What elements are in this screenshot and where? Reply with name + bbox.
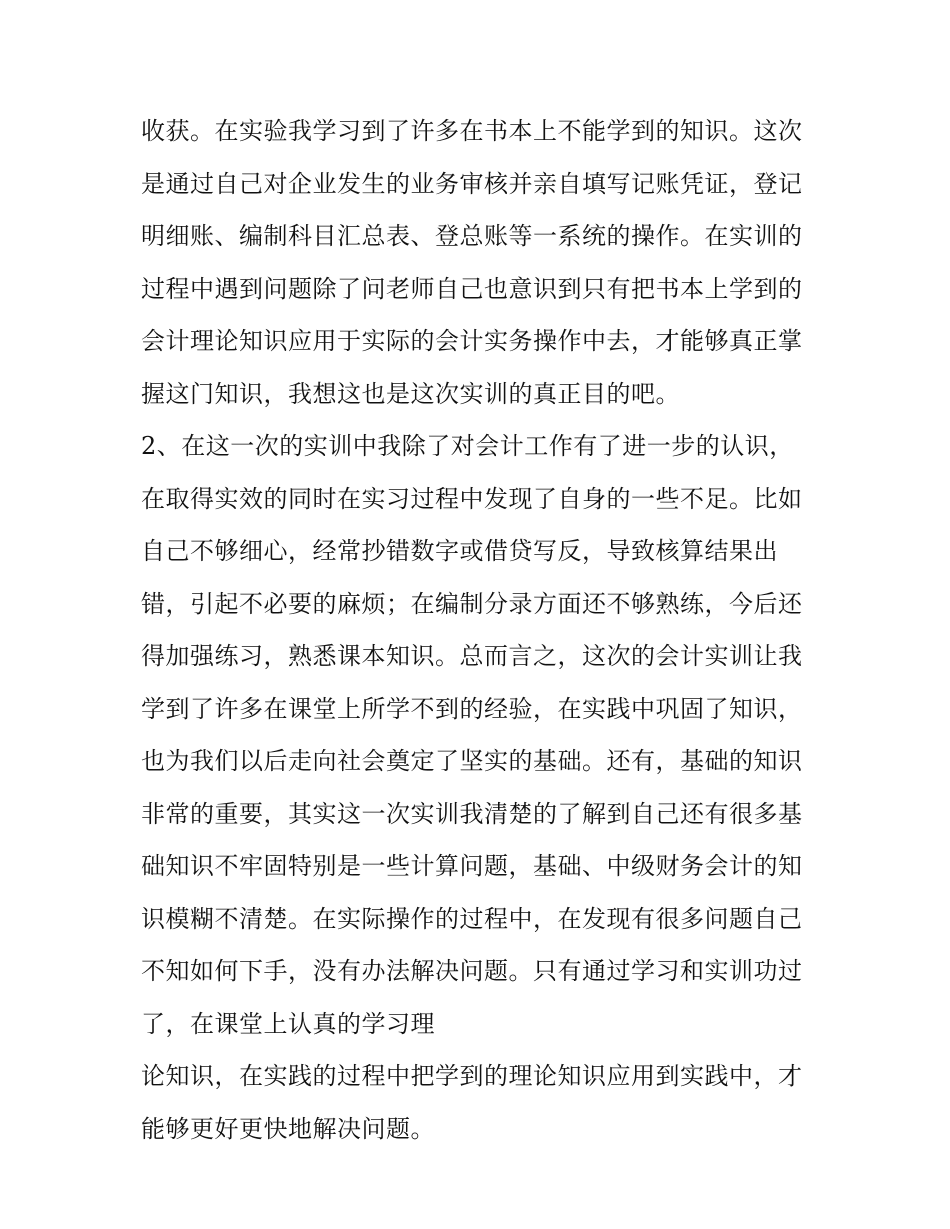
text-line: 论知识，在实践的过程中把学到的理论知识应用到实践中，才 [141, 1062, 803, 1090]
text-line: 学到了许多在课堂上所学不到的经验，在实践中巩固了知识， [141, 694, 803, 723]
text-line: 础知识不牢固特别是一些计算问题，基础、中级财务会计的知 [141, 852, 803, 880]
text-line: 会计理论知识应用于实际的会计实务操作中去，才能够真正掌 [141, 327, 803, 355]
text-line: 明细账、编制科目汇总表、登总账等一系统的操作。在实训的 [141, 222, 803, 250]
text-line: 握这门知识，我想这也是这次实训的真正目的吧。 [141, 379, 680, 408]
text-line: 是通过自己对企业发生的业务审核并亲自填写记账凭证，登记 [141, 169, 803, 198]
text-line: 在取得实效的同时在实习过程中发现了自身的一些不足。比如 [141, 484, 803, 513]
text-line: 2、在这一次的实训中我除了对会计工作有了进一步的认识， [141, 432, 794, 460]
text-line: 非常的重要，其实这一次实训我清楚的了解到自己还有很多基 [141, 799, 803, 828]
text-line: 得加强练习，熟悉课本知识。总而言之，这次的会计实训让我 [141, 642, 803, 670]
text-line: 过程中遇到问题除了问老师自己也意识到只有把书本上学到的 [141, 274, 803, 303]
text-line: 能够更好更快地解决问题。 [141, 1114, 435, 1143]
text-line: 自己不够细心，经常抄错数字或借贷写反，导致核算结果出 [141, 537, 778, 565]
text-line: 收获。在实验我学习到了许多在书本上不能学到的知识。这次 [141, 117, 803, 145]
text-line: 不知如何下手，没有办法解决问题。只有通过学习和实训功过 [141, 957, 803, 985]
body-text [141, 105, 841, 1155]
text-line: 也为我们以后走向社会奠定了坚实的基础。还有，基础的知识 [141, 747, 803, 775]
text-line: 错，引起不必要的麻烦；在编制分录方面还不够熟练，今后还 [141, 589, 803, 618]
text-line: 识模糊不清楚。在实际操作的过程中，在发现有很多问题自己 [141, 904, 803, 933]
text-line: 了，在课堂上认真的学习理 [141, 1009, 435, 1038]
